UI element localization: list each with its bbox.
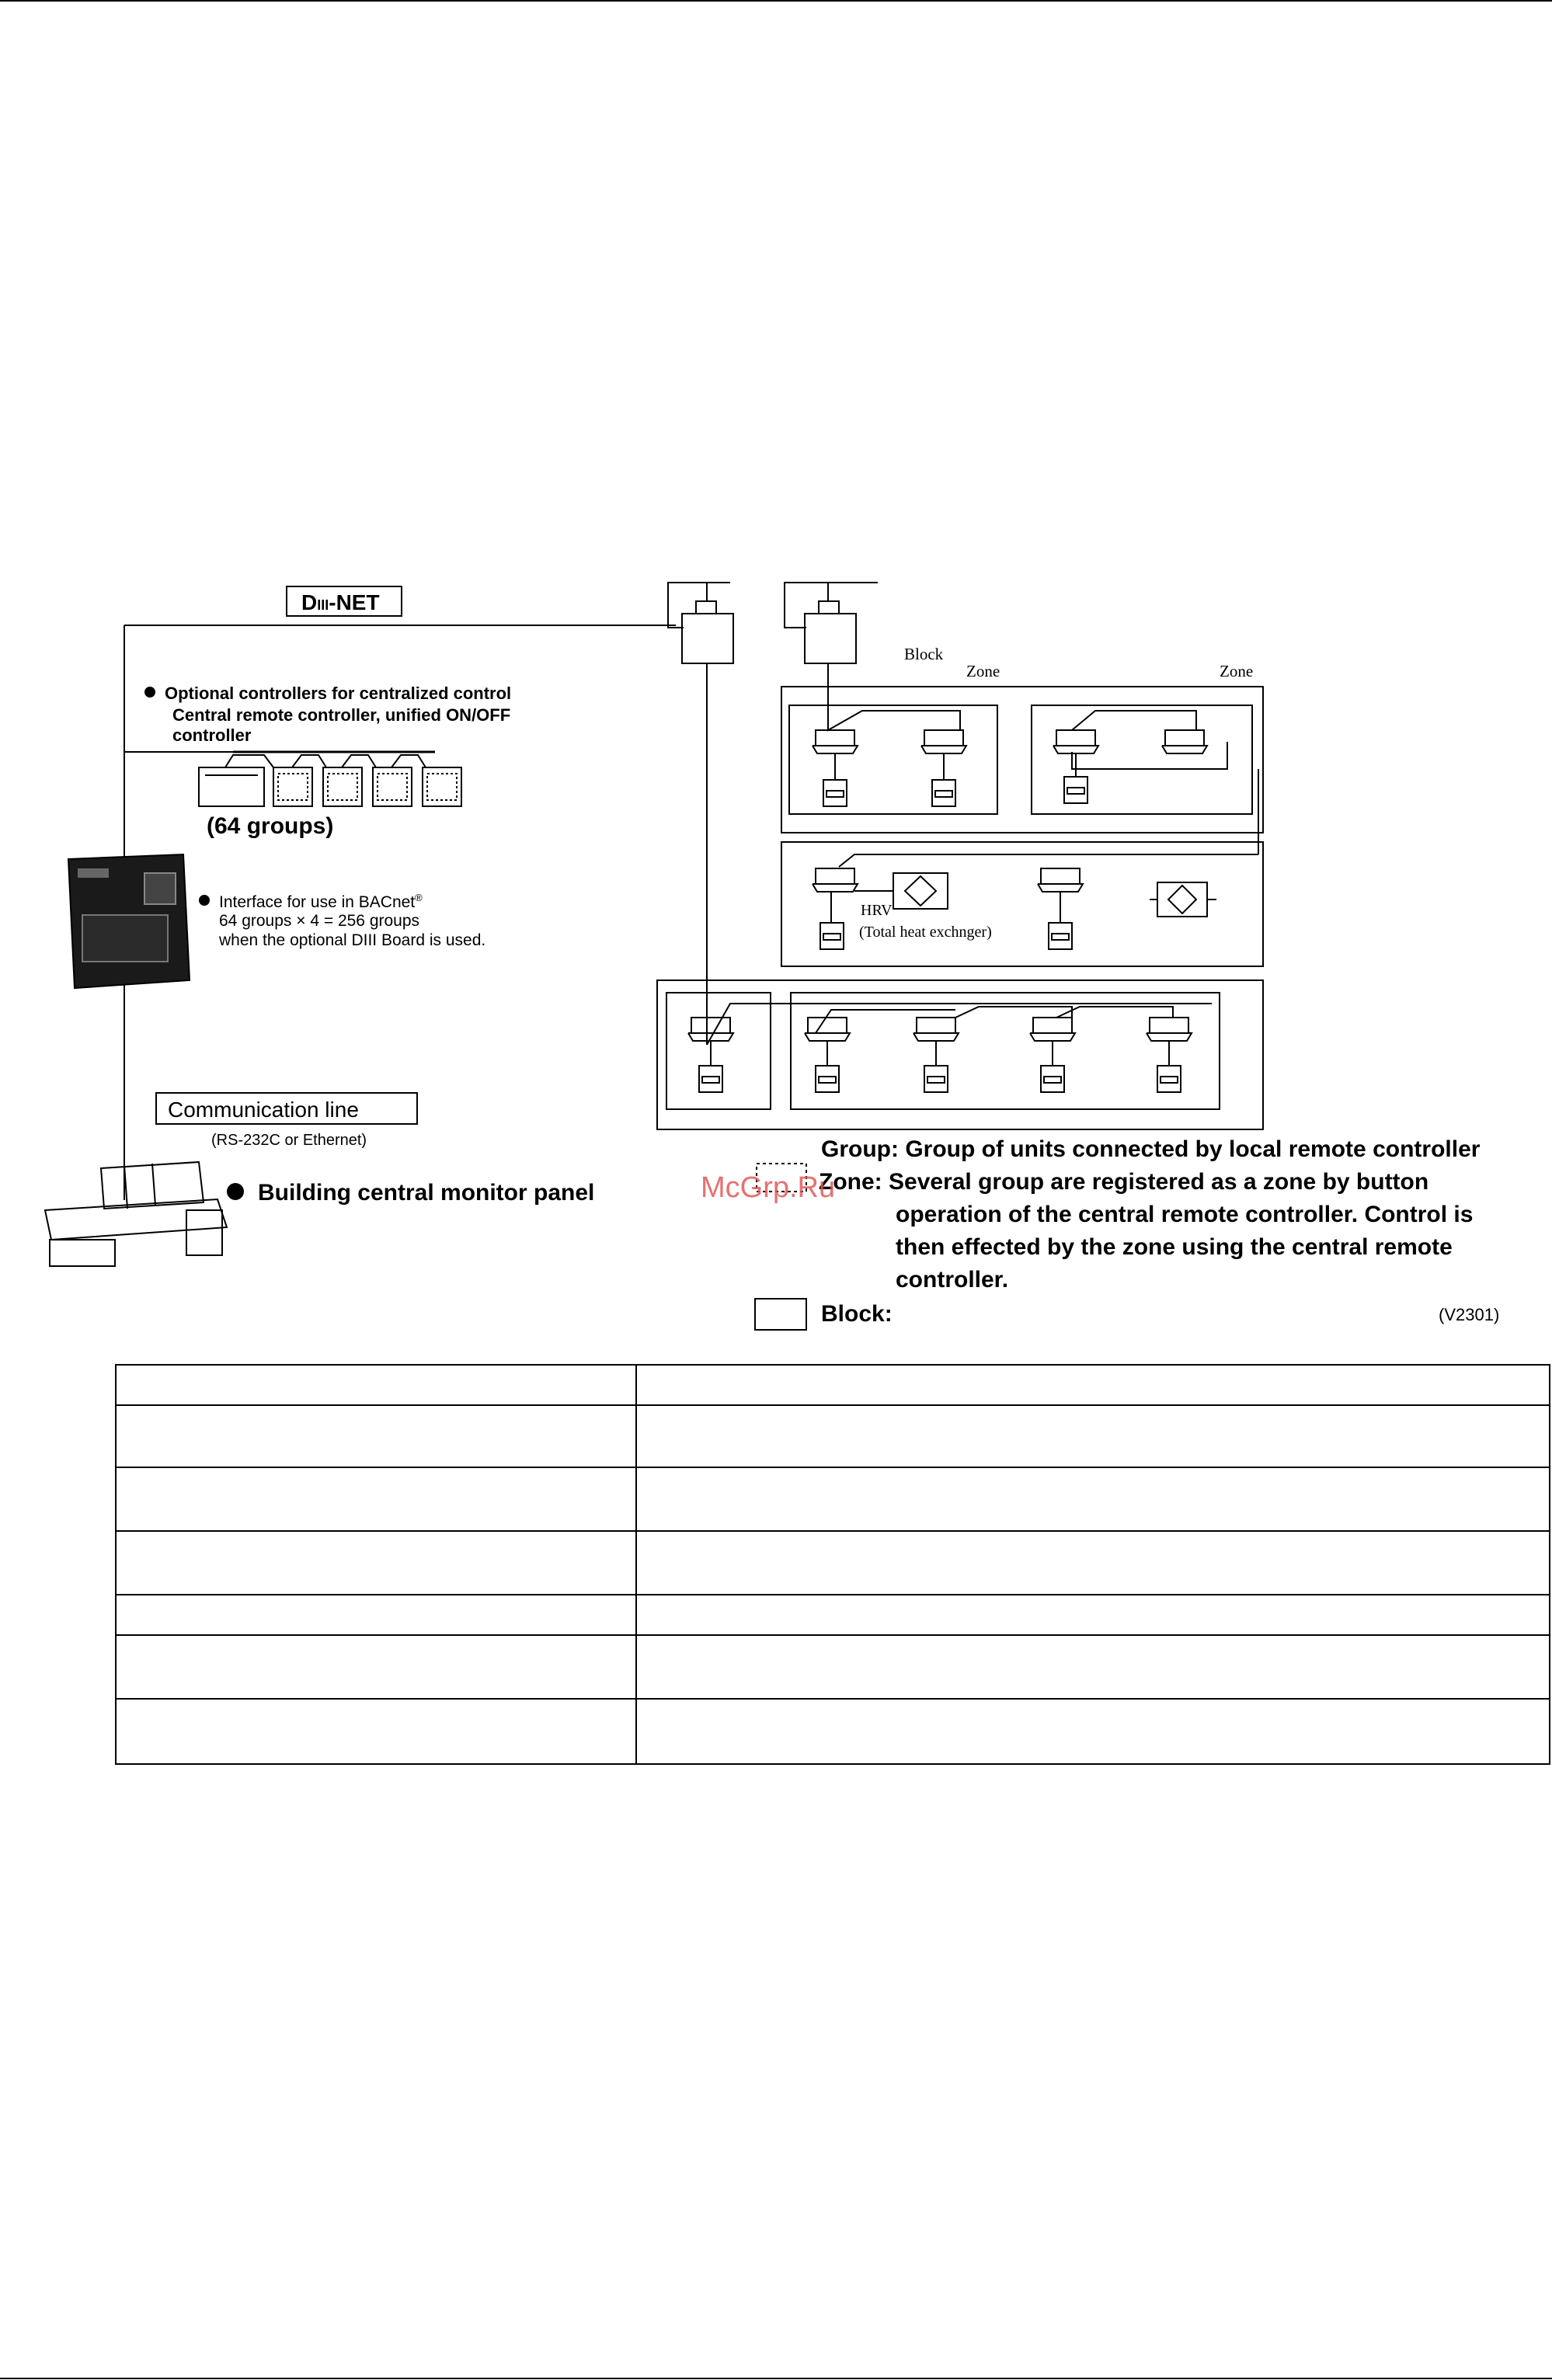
table-cell (116, 1699, 636, 1764)
remote-controllers-row-1 (823, 753, 1087, 806)
legend-zone-line4: controller. (896, 1267, 1009, 1293)
outdoor-unit-1-top (696, 601, 716, 614)
legend-block-key: Block: (821, 1301, 893, 1327)
table-row (116, 1531, 1550, 1595)
table-row (116, 1405, 1550, 1467)
communication-sub: (RS-232C or Ethernet) (211, 1132, 367, 1149)
network-label-sub: III (317, 597, 329, 613)
legend-zone-line2: operation of the central remote controller. Control is (896, 1202, 1474, 1227)
legend-zone-line1: Several group are registered as a zone by button (889, 1169, 1429, 1195)
table-cell (636, 1635, 1550, 1699)
bullet-icon (199, 895, 210, 906)
table-cell (636, 1365, 1550, 1405)
table-row (116, 1595, 1550, 1635)
table-cell (116, 1595, 636, 1635)
central-controller-icons (199, 755, 461, 806)
legend-block-icon (755, 1299, 806, 1330)
table-cell (636, 1595, 1550, 1635)
optional-controllers-line1-text: Optional controllers for centralized control (165, 684, 512, 703)
interface-line1 (199, 892, 423, 912)
spec-table (115, 1364, 1550, 1765)
table-cell (636, 1467, 1550, 1531)
watermark: McGrp.Ru (701, 1171, 836, 1204)
communication-label (155, 1092, 418, 1125)
interface-line3: when the optional DIII Board is used. (219, 931, 486, 949)
optional-controllers-line1 (144, 684, 511, 704)
legend-group-key: Group: (821, 1136, 899, 1162)
zone-label-2: Zone (1220, 662, 1254, 680)
figure-code: (V2301) (1439, 1305, 1500, 1324)
communication-label-text: Communication line (168, 1098, 359, 1122)
outdoor-unit-2-top (819, 601, 839, 614)
hrv-desc: (Total heat exchnger) (859, 924, 992, 941)
network-label (286, 586, 402, 617)
optional-controllers-line3: controller (172, 725, 252, 745)
hrv-label: HRV (861, 902, 893, 919)
monitor-panel-label (227, 1179, 594, 1207)
bullet-icon (144, 687, 155, 698)
table-row (116, 1365, 1550, 1405)
zone-1-frame (789, 705, 997, 814)
table-cell (116, 1635, 636, 1699)
table-row (116, 1699, 1550, 1764)
table-cell (116, 1365, 636, 1405)
block-label: Block (904, 645, 944, 663)
table-cell (116, 1467, 636, 1531)
interface-line1-text: Interface for use in BACnet (219, 893, 416, 911)
legend-zone-key: Zone: (819, 1169, 882, 1195)
interface-line2: 64 groups × 4 = 256 groups (219, 912, 420, 930)
bullet-icon (227, 1183, 244, 1200)
table-row (116, 1635, 1550, 1699)
legend-group-text: Group of units connected by local remote controller (905, 1136, 1481, 1162)
table-cell (636, 1405, 1550, 1467)
indoor-units-row-1 (813, 730, 1207, 753)
network-label-prefix: D (301, 590, 318, 614)
outdoor-unit-2 (805, 614, 856, 663)
monitor-panel-text: Building central monitor panel (258, 1180, 595, 1206)
table-cell (116, 1531, 636, 1595)
block-3-frame (657, 980, 1263, 1129)
outdoor-unit-1 (682, 614, 733, 663)
groups-label: (64 groups) (207, 813, 334, 839)
monitor-panel-icon (45, 1162, 227, 1266)
table-row (116, 1467, 1550, 1531)
table-cell (116, 1405, 636, 1467)
legend-zone-line3: then effected by the zone using the central remote (896, 1234, 1453, 1260)
optional-controllers-line2: Central remote controller, unified ON/OFF (172, 705, 511, 725)
legend-zone (819, 1168, 1428, 1196)
interface-board-icon (68, 854, 190, 988)
zone-label-1: Zone (966, 662, 1000, 680)
indoor-units-row-3 (688, 1018, 1192, 1041)
network-label-suffix: -NET (329, 590, 380, 614)
legend-group (821, 1136, 1480, 1164)
table-cell (636, 1531, 1550, 1595)
registered-mark: ® (415, 892, 423, 903)
block-1-frame (781, 687, 1263, 833)
hrv-units (854, 873, 1216, 917)
table-cell (636, 1699, 1550, 1764)
